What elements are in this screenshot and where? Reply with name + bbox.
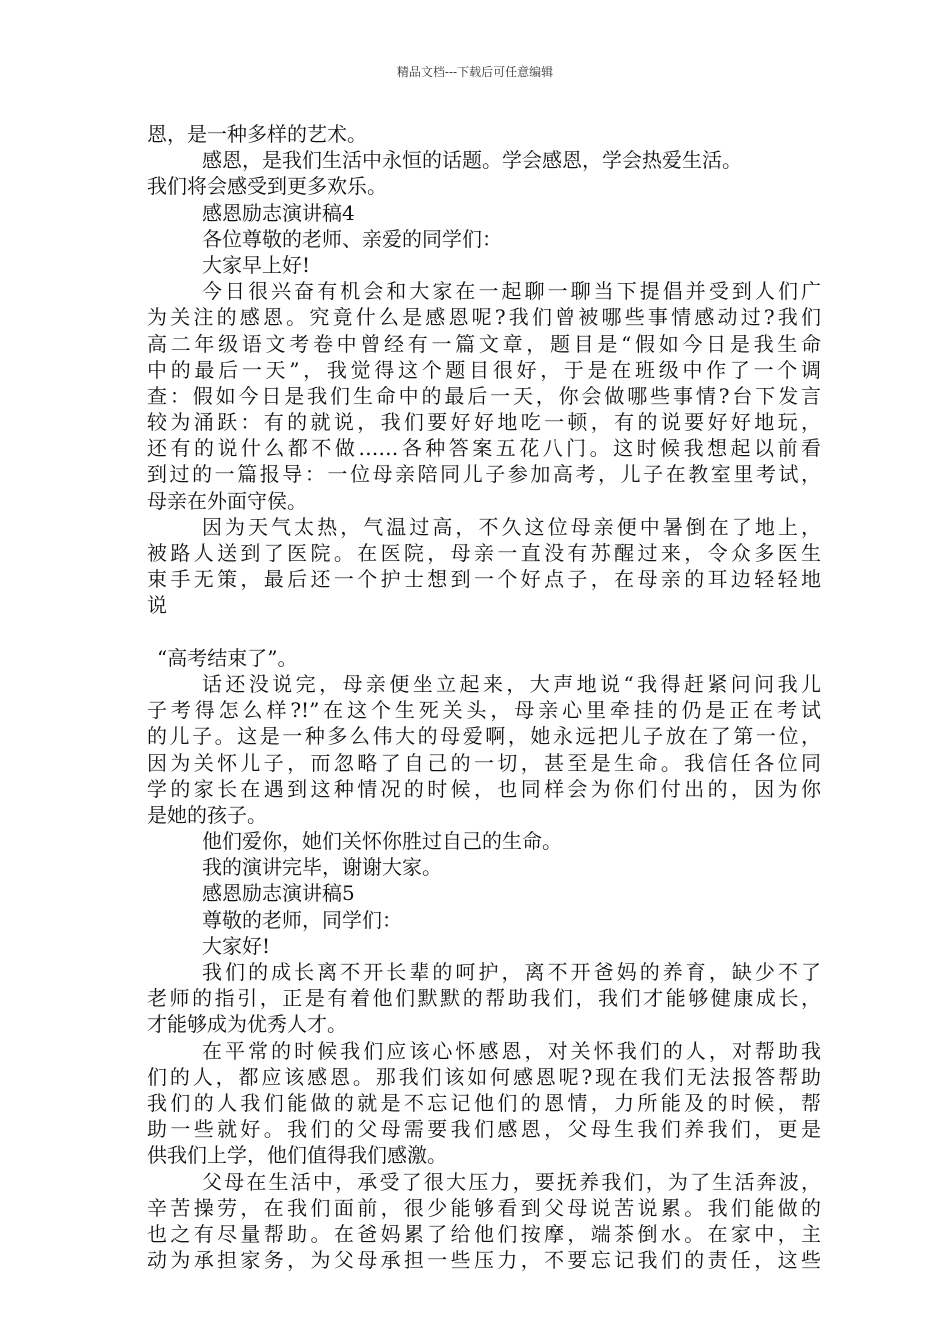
document-body: [147, 121, 821, 1273]
text-line: 说: [147, 593, 167, 618]
text-line: 子考得怎么样?!”在这个生死关头，母亲心里牵挂的仍是正在考试: [147, 698, 821, 723]
text-line: 还有的说什么都不做……各种答案五花八门。这时候我想起以前看: [147, 436, 821, 461]
text-line: 他们爱你，她们关怀你胜过自己的生命。: [202, 829, 562, 854]
text-line: “高考结束了”。: [157, 645, 298, 670]
greeting: 大家早上好!: [202, 252, 311, 277]
text-line: 动为承担家务，为父母承担一些压力，不要忘记我们的责任，这些: [147, 1248, 821, 1273]
salutation: 各位尊敬的老师、亲爱的同学们：: [202, 226, 502, 251]
greeting: 大家好!: [202, 933, 271, 958]
text-line: 恩，是一种多样的艺术。: [147, 122, 367, 146]
text-line: 辛苦操劳，在我们面前，很少能够看到父母说苦说累。我们能做的: [147, 1195, 821, 1220]
text-line: 我的演讲完毕，谢谢大家。: [202, 855, 442, 880]
text-line: 的儿子。这是一种多么伟大的母爱啊，她永远把儿子放在了第一位，: [147, 724, 821, 749]
text-line: 我们的人我们能做的就是不忘记他们的恩情，力所能及的时候，帮: [147, 1090, 821, 1115]
section-title: 感恩励志演讲稿4: [202, 200, 355, 225]
text-line: 高二年级语文考卷中曾经有一篇文章，题目是“假如今日是我生命: [147, 331, 821, 356]
text-line: 在平常的时候我们应该心怀感恩，对关怀我们的人，对帮助我: [202, 1038, 821, 1063]
text-line: 为关注的感恩。究竟什么是感恩呢?我们曾被哪些事情感动过?我们: [147, 305, 821, 330]
text-line: 父母在生活中，承受了很大压力，要抚养我们，为了生活奔波，: [202, 1169, 821, 1194]
text-line: 才能够成为优秀人才。: [147, 1012, 347, 1037]
text-line: 我们的成长离不开长辈的呵护，离不开爸妈的养育，缺少不了: [202, 960, 821, 984]
text-line: 供我们上学，他们值得我们感激。: [147, 1143, 447, 1168]
text-line: 束手无策，最后还一个护士想到一个好点子，在母亲的耳边轻轻地: [147, 567, 821, 592]
text-line: 母亲在外面守侯。: [147, 488, 307, 513]
text-line: 是她的孩子。: [147, 802, 267, 827]
text-line: 们的人，都应该感恩。那我们该如何感恩呢?现在我们无法报答帮助: [147, 1064, 821, 1089]
text-line: 感恩，是我们生活中永恒的话题。学会感恩，学会热爱生活。: [202, 148, 742, 173]
salutation: 尊敬的老师，同学们：: [202, 907, 402, 932]
text-line: 查：假如今日是我们生命中的最后一天，你会做哪些事情?台下发言: [147, 383, 821, 408]
blank-line: [147, 619, 821, 645]
page-header: 精品文档---下载后可任意编辑: [396, 65, 554, 79]
text-line: 话还没说完，母亲便坐立起来，大声地说“我得赶紧问问我儿: [202, 671, 821, 696]
text-line: 我们将会感受到更多欢乐。: [147, 174, 387, 199]
text-line: 被路人送到了医院。在医院，母亲一直没有苏醒过来，令众多医生: [147, 541, 821, 565]
text-line: 今日很兴奋有机会和大家在一起聊一聊当下提倡并受到人们广: [202, 279, 821, 304]
text-line: 中的最后一天”，我觉得这个题目很好，于是在班级中作了一个调: [147, 357, 821, 382]
text-line: 老师的指引，正是有着他们默默的帮助我们，我们才能够健康成长，: [147, 986, 821, 1011]
text-line: 较为涌跃：有的就说，我们要好好地吃一顿，有的说要好好地玩，: [147, 410, 821, 435]
section-title: 感恩励志演讲稿5: [202, 881, 355, 906]
text-line: 因为天气太热，气温过高，不久这位母亲便中暑倒在了地上，: [202, 514, 821, 539]
text-line: 助一些就好。我们的父母需要我们感恩，父母生我们养我们，更是: [147, 1117, 821, 1142]
text-line: 学的家长在遇到这种情况的时候，也同样会为你们付出的，因为你: [147, 776, 821, 801]
text-line: 到过的一篇报导：一位母亲陪同儿子参加高考，儿子在教室里考试，: [147, 462, 821, 487]
text-line: 因为关怀儿子，而忽略了自己的一切，甚至是生命。我信任各位同: [147, 750, 821, 775]
text-line: 也之有尽量帮助。在爸妈累了给他们按摩，端茶倒水。在家中，主: [147, 1221, 821, 1246]
